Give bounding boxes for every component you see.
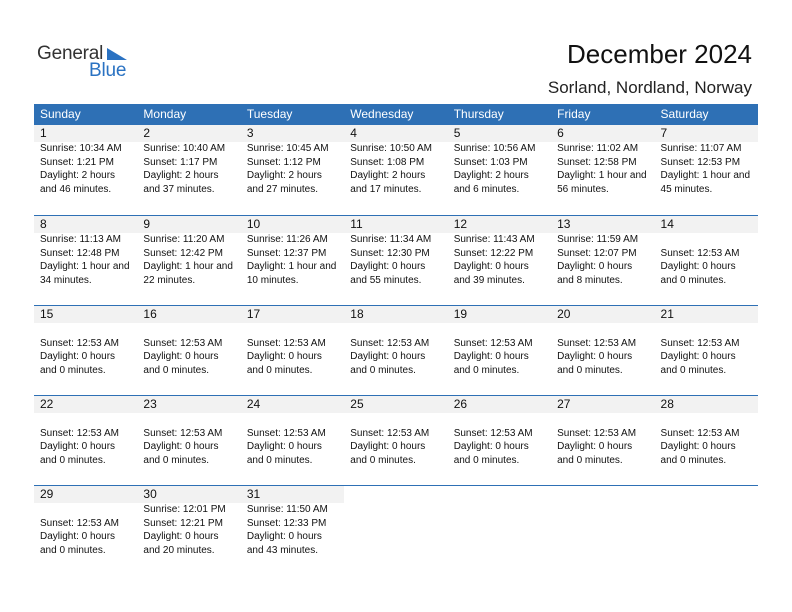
sun-info <box>350 323 447 377</box>
sunset-text: Sunset: 12:53 AM <box>453 427 533 439</box>
weekday-label: Tuesday <box>246 107 293 121</box>
daylight-text: Daylight: 0 hours and 0 minutes. <box>246 351 322 376</box>
sun-info <box>454 413 551 467</box>
sunset-text: Sunset: 12:53 AM <box>660 427 740 439</box>
sun-info <box>40 142 137 196</box>
day-number: 9 <box>143 217 151 231</box>
day-number: 3 <box>246 126 254 140</box>
day-cell <box>655 396 758 485</box>
daylight-text: Daylight: 1 hour and 10 minutes. <box>246 261 337 286</box>
page-title: December 2024 <box>567 39 752 69</box>
day-number: 24 <box>246 397 261 411</box>
sunrise-text <box>40 503 137 517</box>
sunset-text: Sunset: 12:53 AM <box>350 427 430 439</box>
day-cell <box>34 396 137 485</box>
sunset-text: Sunset: 1:08 PM <box>350 156 425 168</box>
sun-info <box>557 413 654 467</box>
sunrise-text <box>557 413 654 427</box>
sun-info <box>247 503 344 557</box>
sunrise-text <box>350 413 447 427</box>
daylight-text: Daylight: 2 hours and 37 minutes. <box>143 170 219 195</box>
day-cell <box>34 216 137 305</box>
sunrise-text <box>247 323 344 337</box>
daylight-text: Daylight: 0 hours and 0 minutes. <box>453 441 529 466</box>
sunrise-text <box>661 233 758 247</box>
daylight-text: Daylight: 0 hours and 0 minutes. <box>40 531 116 556</box>
day-number: 16 <box>143 307 157 321</box>
daylight-text: Daylight: 2 hours and 6 minutes. <box>453 170 529 195</box>
sunrise-text <box>350 323 447 337</box>
sunset-text: Sunset: 12:48 PM <box>40 247 120 259</box>
day-number: 17 <box>246 307 261 321</box>
day-cell <box>137 486 240 575</box>
day-number: 29 <box>40 487 54 501</box>
sunrise-text: Sunrise: 10:56 AM <box>453 143 536 154</box>
day-cell <box>655 486 758 575</box>
sun-info <box>247 142 344 196</box>
sun-info <box>143 142 240 196</box>
day-cell <box>241 125 344 215</box>
sunset-text: Sunset: 12:53 AM <box>557 337 637 349</box>
sun-info <box>247 233 344 287</box>
sunrise-text <box>40 323 137 337</box>
day-cell <box>137 125 240 215</box>
calendar-weeks <box>34 125 758 575</box>
daylight-text: Daylight: 0 hours and 8 minutes. <box>557 261 633 286</box>
day-cell <box>551 396 654 485</box>
sunrise-text: Sunrise: 11:34 AM <box>350 234 432 245</box>
daylight-text: Daylight: 0 hours and 20 minutes. <box>143 531 219 556</box>
day-number: 4 <box>350 126 357 140</box>
day-cell <box>137 216 240 305</box>
sunrise-text <box>247 413 344 427</box>
sun-info <box>143 233 240 287</box>
day-number: 31 <box>246 487 261 501</box>
day-number: 10 <box>246 217 261 231</box>
sunset-text: Sunset: 12:21 PM <box>143 517 223 529</box>
sunrise-text <box>454 323 551 337</box>
day-cell <box>448 486 551 575</box>
sunrise-text: Sunrise: 10:45 AM <box>246 143 329 154</box>
daylight-text: Daylight: 0 hours and 39 minutes. <box>453 261 529 286</box>
day-cell <box>448 125 551 215</box>
sunrise-text: Sunrise: 11:43 AM <box>453 234 535 245</box>
day-cell <box>241 396 344 485</box>
sunset-text: Sunset: 12:53 AM <box>246 427 326 439</box>
sunset-text: Sunset: 12:53 AM <box>660 247 740 259</box>
day-number: 1 <box>40 126 47 140</box>
day-number: 6 <box>557 126 564 140</box>
day-number: 12 <box>453 217 468 231</box>
weekday-label: Wednesday <box>350 107 414 121</box>
day-cell <box>551 125 654 215</box>
sun-info <box>454 323 551 377</box>
sunset-text: Sunset: 12:53 AM <box>40 517 119 529</box>
sun-info <box>350 413 447 467</box>
sunrise-text <box>661 323 758 337</box>
sun-info <box>557 323 654 377</box>
day-number: 26 <box>453 397 468 411</box>
sun-info <box>40 233 137 287</box>
calendar-week <box>34 215 758 305</box>
sunrise-text: Sunrise: 11:07 AM <box>660 143 742 154</box>
logo-text-blue: Blue <box>89 60 127 81</box>
weekday-label: Thursday <box>453 107 504 121</box>
daylight-text: Daylight: 1 hour and 22 minutes. <box>143 261 233 286</box>
day-cell <box>241 216 344 305</box>
sunrise-text <box>40 413 137 427</box>
daylight-text: Daylight: 0 hours and 0 minutes. <box>557 441 633 466</box>
sunrise-text: Sunrise: 10:34 AM <box>40 143 122 154</box>
sun-info <box>143 323 240 377</box>
day-cell <box>34 486 137 575</box>
day-cell <box>551 486 654 575</box>
day-cell <box>655 216 758 305</box>
weekday-header <box>34 104 758 125</box>
sunrise-text <box>143 323 240 337</box>
day-cell <box>137 396 240 485</box>
day-cell <box>34 306 137 395</box>
sunrise-text: Sunrise: 11:20 AM <box>143 234 225 245</box>
sun-info <box>557 142 654 196</box>
sun-info <box>661 233 758 287</box>
sunrise-text: Sunrise: 11:50 AM <box>246 504 328 515</box>
weekday-label: Saturday <box>660 107 709 121</box>
day-number: 30 <box>143 487 157 501</box>
sun-info <box>247 413 344 467</box>
sunrise-text: Sunrise: 11:59 AM <box>557 234 639 245</box>
sunset-text: Sunset: 12:53 AM <box>40 427 119 439</box>
daylight-text: Daylight: 0 hours and 55 minutes. <box>350 261 426 286</box>
sunrise-text: Sunrise: 11:26 AM <box>246 234 328 245</box>
calendar-week <box>34 485 758 575</box>
day-number: 7 <box>660 126 668 140</box>
day-number: 18 <box>350 307 364 321</box>
daylight-text: Daylight: 1 hour and 45 minutes. <box>660 170 751 195</box>
sunset-text: Sunset: 12:37 PM <box>246 247 327 259</box>
sunrise-text: Sunrise: 12:01 PM <box>143 504 226 515</box>
daylight-text: Daylight: 0 hours and 0 minutes. <box>660 351 736 376</box>
sunset-text: Sunset: 12:30 PM <box>350 247 430 259</box>
day-cell <box>344 486 447 575</box>
calendar-week <box>34 125 758 215</box>
sunset-text: Sunset: 12:42 PM <box>143 247 223 259</box>
sunset-text: Sunset: 12:33 PM <box>246 517 327 529</box>
day-cell <box>551 306 654 395</box>
sunrise-text <box>661 413 758 427</box>
day-cell <box>344 396 447 485</box>
sunset-text: Sunset: 12:07 PM <box>557 247 637 259</box>
weekday-label: Friday <box>557 107 591 121</box>
daylight-text: Daylight: 0 hours and 43 minutes. <box>246 531 322 556</box>
sun-info <box>350 233 447 287</box>
day-number: 8 <box>40 217 47 231</box>
sun-info <box>247 323 344 377</box>
daylight-text: Daylight: 2 hours and 17 minutes. <box>350 170 426 195</box>
sunrise-text <box>557 323 654 337</box>
sunset-text: Sunset: 12:22 PM <box>453 247 534 259</box>
logo <box>37 43 137 83</box>
sun-info <box>661 323 758 377</box>
day-cell <box>448 306 551 395</box>
sun-info <box>40 503 137 557</box>
sun-info <box>350 142 447 196</box>
sun-info <box>143 413 240 467</box>
sun-info <box>40 323 137 377</box>
day-number: 22 <box>40 397 54 411</box>
daylight-text: Daylight: 1 hour and 34 minutes. <box>40 261 130 286</box>
daylight-text: Daylight: 0 hours and 0 minutes. <box>453 351 529 376</box>
sunrise-text: Sunrise: 10:40 AM <box>143 143 226 154</box>
sunset-text: Sunset: 12:53 AM <box>557 427 637 439</box>
sunset-text: Sunset: 12:53 AM <box>660 337 740 349</box>
day-cell <box>551 216 654 305</box>
daylight-text: Daylight: 2 hours and 46 minutes. <box>40 170 116 195</box>
day-number: 13 <box>557 217 571 231</box>
daylight-text: Daylight: 0 hours and 0 minutes. <box>660 261 736 286</box>
day-cell <box>241 486 344 575</box>
day-number: 23 <box>143 397 157 411</box>
location-subtitle: Sorland, Nordland, Norway <box>547 78 752 97</box>
day-cell <box>241 306 344 395</box>
day-number: 15 <box>40 307 54 321</box>
day-cell <box>344 216 447 305</box>
day-cell <box>344 306 447 395</box>
sunset-text: Sunset: 1:21 PM <box>40 156 114 168</box>
sunset-text: Sunset: 12:53 AM <box>453 337 533 349</box>
sunset-text: Sunset: 12:53 AM <box>350 337 430 349</box>
day-cell <box>137 306 240 395</box>
daylight-text: Daylight: 0 hours and 0 minutes. <box>40 351 116 376</box>
daylight-text: Daylight: 0 hours and 0 minutes. <box>350 441 426 466</box>
weekday-label: Sunday <box>40 107 81 121</box>
daylight-text: Daylight: 0 hours and 0 minutes. <box>557 351 633 376</box>
daylight-text: Daylight: 0 hours and 0 minutes. <box>246 441 322 466</box>
sunrise-text <box>454 413 551 427</box>
daylight-text: Daylight: 0 hours and 0 minutes. <box>660 441 736 466</box>
day-number: 11 <box>350 217 363 231</box>
sunset-text: Sunset: 1:12 PM <box>246 156 321 168</box>
day-number: 20 <box>557 307 571 321</box>
sun-info <box>661 413 758 467</box>
sun-info <box>557 233 654 287</box>
sunset-text: Sunset: 12:53 PM <box>660 156 741 168</box>
day-number: 5 <box>453 126 461 140</box>
sunset-text: Sunset: 1:03 PM <box>453 156 528 168</box>
day-cell <box>344 125 447 215</box>
sunrise-text: Sunrise: 10:50 AM <box>350 143 432 154</box>
day-number: 14 <box>660 217 674 231</box>
sunset-text: Sunset: 12:53 AM <box>143 427 223 439</box>
daylight-text: Daylight: 2 hours and 27 minutes. <box>246 170 322 195</box>
daylight-text: Daylight: 0 hours and 0 minutes. <box>350 351 426 376</box>
sunrise-text <box>143 413 240 427</box>
calendar <box>34 104 758 575</box>
sunrise-text: Sunrise: 11:13 AM <box>40 234 121 245</box>
calendar-week <box>34 305 758 395</box>
day-cell <box>655 306 758 395</box>
logo-text-general: General <box>37 43 104 64</box>
sun-info <box>454 142 551 196</box>
sunrise-text: Sunrise: 11:02 AM <box>557 143 639 154</box>
sun-info <box>143 503 240 557</box>
sunset-text: Sunset: 12:53 AM <box>246 337 326 349</box>
daylight-text: Daylight: 0 hours and 0 minutes. <box>143 351 219 376</box>
day-cell <box>448 396 551 485</box>
day-number: 19 <box>453 307 468 321</box>
sunset-text: Sunset: 12:53 AM <box>143 337 223 349</box>
sunset-text: Sunset: 12:58 PM <box>557 156 637 168</box>
daylight-text: Daylight: 1 hour and 56 minutes. <box>557 170 647 195</box>
day-cell <box>655 125 758 215</box>
day-number: 21 <box>660 307 674 321</box>
day-number: 28 <box>660 397 674 411</box>
sunset-text: Sunset: 12:53 AM <box>40 337 119 349</box>
weekday-label: Monday <box>143 107 187 121</box>
sunset-text: Sunset: 1:17 PM <box>143 156 218 168</box>
calendar-week <box>34 395 758 485</box>
sun-info <box>40 413 137 467</box>
day-cell <box>34 125 137 215</box>
day-number: 2 <box>143 126 151 140</box>
sun-info <box>661 142 758 196</box>
daylight-text: Daylight: 0 hours and 0 minutes. <box>143 441 219 466</box>
day-number: 27 <box>557 397 571 411</box>
daylight-text: Daylight: 0 hours and 0 minutes. <box>40 441 116 466</box>
sun-info <box>454 233 551 287</box>
day-cell <box>448 216 551 305</box>
day-number: 25 <box>350 397 364 411</box>
